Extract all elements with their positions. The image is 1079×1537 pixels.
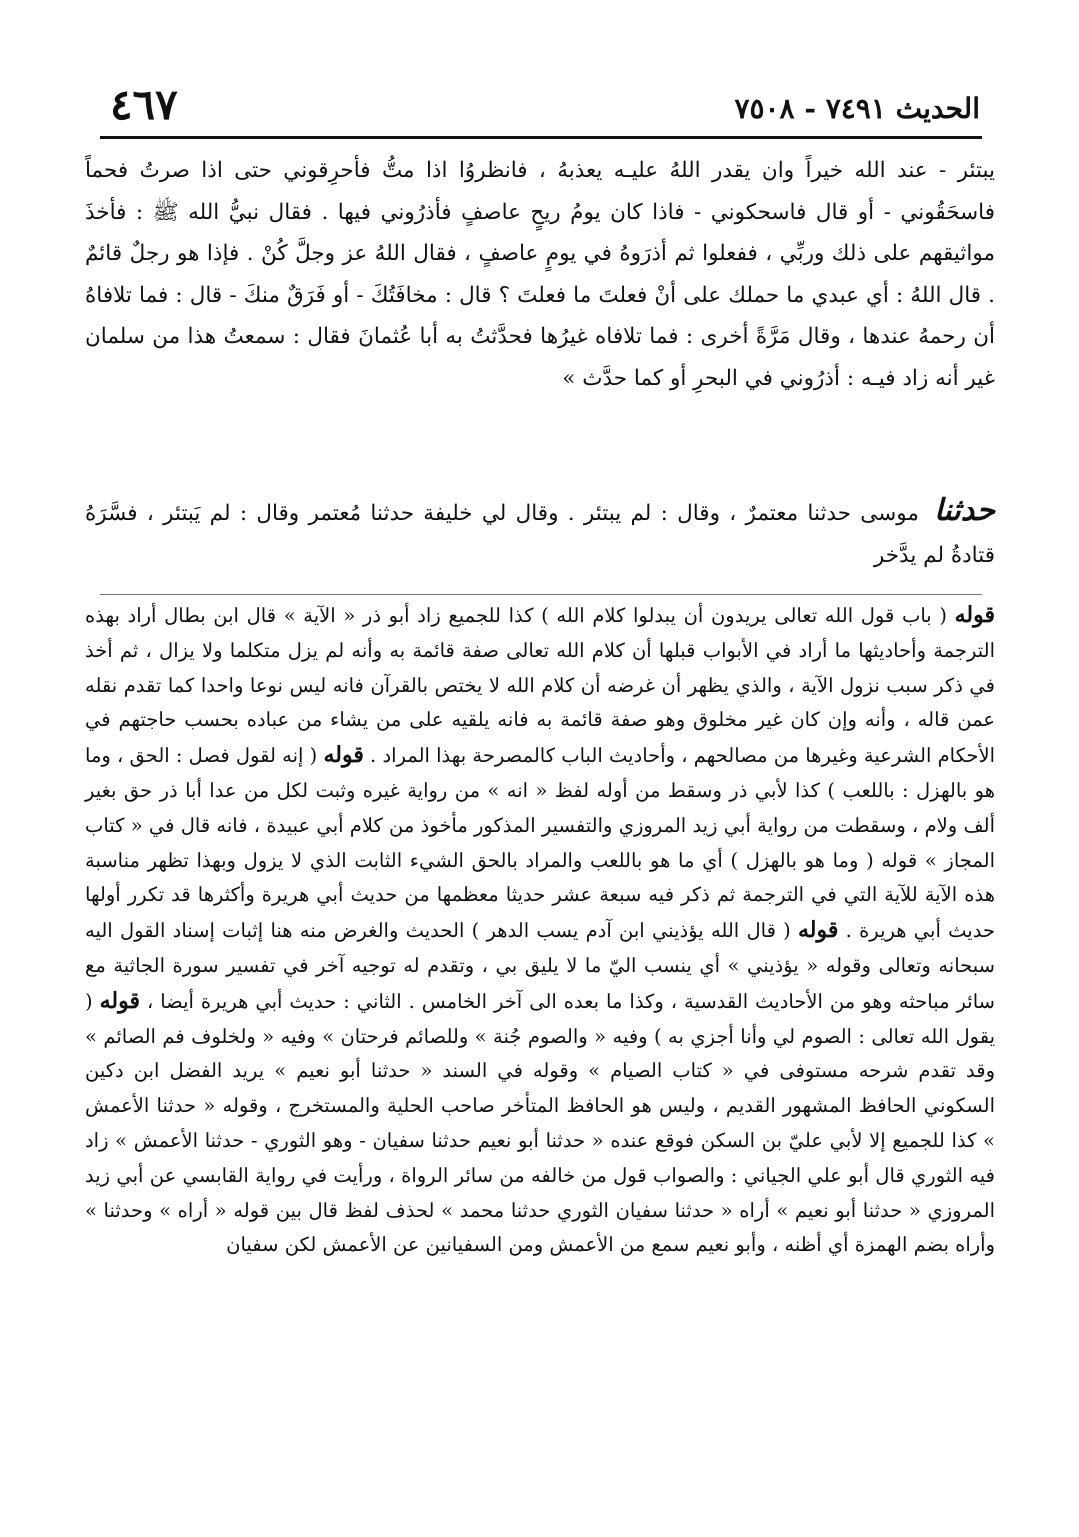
hadith-short-text: موسى حدثنا معتمرٌ ، وقال : لم يبتئر . وقال لي خليفة حدثنا مُعتمر وقال : لم يَبتئر ، فسَّرَهُ قتادةُ لم يدَّخر: [85, 501, 995, 568]
hadith-short-paragraph: [85, 490, 995, 576]
page-header: [100, 78, 980, 134]
commentary-text: ( قال الله يؤذيني ابن آدم يسب الدهر ) الحديث والغرض منه هنا إثبات إسناد القول اليه سبحانه وتعالى وقوله « يؤذيني » أي ينسب اليّ ما لا يليق بي ، وتقدم له توجيه آخر في تفسير سورة الجاثية مع سائر مباحثه وهو من الأحاديث القدسية ، وكذا ما بعده الى آخر الخامس . الثاني : حديث أبي هريرة أيضا ،: [85, 919, 996, 1013]
commentary-keyword: قوله: [99, 987, 140, 1014]
page-number: ٤٦٧: [110, 80, 178, 129]
haddathana-lead-word: حدثنا: [934, 493, 995, 528]
commentary-text: ( إنه لقول فصل : الحق ، وما هو بالهزل : باللعب ) كذا لأبي ذر وسقط من أوله لفظ « انه » من رواية غيره وثبت لكل من عدا أبا ذر حق بغير ألف ولام ، وسقطت من رواية أبي زيد المروزي والتفسير المذكور مأخوذ من كلام أبي عبيدة ، فانه قال في « كتاب المجاز » قوله ( وما هو بالهزل ) أي ما هو باللعب والمراد بالحق الشيء الثابت الذي لا يزول وبهذا تظهر مناسبة هذه الآية للآية التي في الترجمة ثم ذكر فيه سبعة عشر حديثا معظمها من حديث أبي هريرة وأكثرها قد تكرر أولها حديث أبي هريرة .: [85, 744, 995, 943]
hadith-paragraph: يبتئر - عند الله خيراً وان يقدر اللهُ عليـه يعذبهُ ، فانظروُا اذا متُّ فأحرِقوني حتى اذا صرتُ فحماً فاسحَقُوني - أو قال فاسحكوني - فاذا كان يومُ ريحٍ عاصفٍ فأذرُوني فيها . فقال نبيُّ الله ﷺ : فأخذَ مواثيقهم على ذلك وربِّي ، ففعلوا ثم أذرَوهُ في يومٍ عاصفٍ ، فقال اللهُ عز وجلَّ كُنْ . فإذا هو رجلٌ قائمٌ . قال اللهُ : أي عبدي ما حملك على أنْ فعلتَ ما فعلتَ ؟ قال : مخافَتُكَ - أو فَرَقٌ منكَ - قال : فما تلافاهُ أن رحمهُ عندها ، وقال مَرَّةً أخرى : فما تلافاه غيرُها فحدَّثتُ به أبا عُثمانَ فقال : سمعتُ هذا من سلمان غير أنه زاد فيـه : أذرُوني في البحرِ أو كما حدَّث »: [85, 158, 995, 391]
section-divider: [100, 594, 982, 595]
commentary-keyword: قوله: [323, 742, 364, 769]
commentary-text: ( باب قول الله تعالى يريدون أن يبدلوا كلام الله ) كذا للجميع زاد أبو ذر « الآية » قال ابن بطال أراد بهذه الترجمة وأحاديثها ما أراد في الأبواب قبلها أن كلام الله تعالى صفة قائمة به وأنه لم يزل متكلما ولا يزال ، ثم أخذ في ذكر سبب نزول الآية ، والذي يظهر أن غرضه أن كلام الله لا يختص بالقرآن فانه ليس نوعا واحدا كما تقدم نقله عمن قاله ، وأنه وإن كان غير مخلوق وهو صفة قائمة به فانه يلقيه على من يشاء من عباده بحسب حاجتهم في الأحكام الشرعية وغيرها من مصالحهم ، وأحاديث الباب كالمصرحة بهذا المراد .: [85, 604, 995, 768]
commentary-text: ( يقول الله تعالى : الصوم لي وأنا أجزي به ) وفيه « والصوم جُنة » وللصائم فرحتان » وفيه « ولخلوف فم الصائم » وقد تقدم شرحه مستوفى في « كتاب الصيام » وقوله في السند « حدثنا أبو نعيم » يريد الفضل ابن دكين السكوني الحافظ المشهور القديم ، وليس هو الحافظ المتأخر صاحب الحلية والمستخرج ، وقوله « حدثنا الأعمش » كذا للجميع إلا لأبي عليّ بن السكن فوقع عنده « حدثنا أبو نعيم حدثنا سفيان - وهو الثوري - حدثنا الأعمش » زاد فيه الثوري قال أبو علي الجياني : والصواب قول من خالفه من سائر الرواة ، ورأيت في رواية القابسي عن أبي زيد المروزي « حدثنا أبو نعيم » أراه « حدثنا سفيان الثوري حدثنا محمد » لحذف لفظ قال بين قوله « أراه » وحدثنا » وأراه بضم الهمزة أي أظنه ، وأبو نعيم سمع من الأعمش ومن السفيانين عن الأعمش لكن سفيان: [85, 989, 995, 1257]
commentary-block: [85, 598, 995, 1263]
hadith-text-block: [85, 150, 995, 399]
commentary-keyword: قوله: [954, 602, 996, 628]
running-title: الحديث ٧٤٩١ - ٧٥٠٨: [734, 92, 980, 125]
header-rule: [100, 136, 982, 139]
hadith-short-block: [85, 490, 995, 576]
commentary-paragraph: [85, 598, 995, 1263]
commentary-keyword: قوله: [798, 917, 839, 944]
